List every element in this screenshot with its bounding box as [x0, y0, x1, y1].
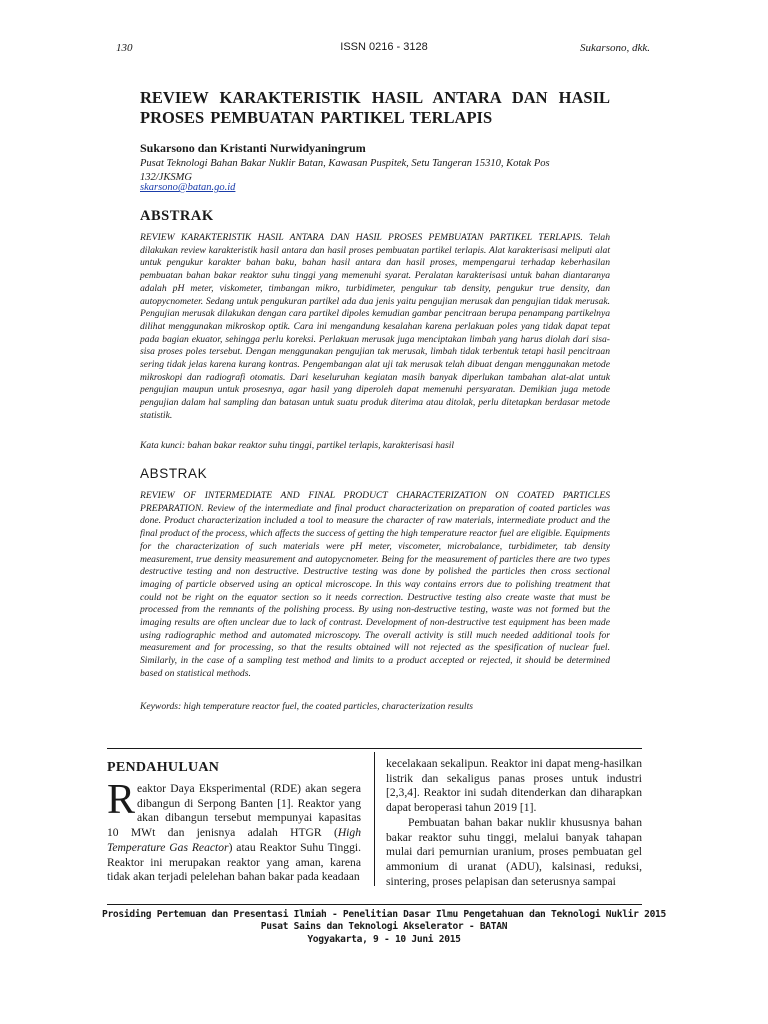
- issn-label: ISSN 0216 - 3128: [340, 41, 428, 53]
- intro-paragraph: kecelakaan sekalipun. Reaktor ini dapat meng-hasilkan listrik dan sekaligus panas proses untuk industri [2,3,4]. Reaktor ini sudah ditenderkan dan diharapkan dapat beroperasi tahun 2019 [1].: [386, 757, 642, 815]
- footer-location-date: Yogyakarta, 9 - 10 Juni 2015: [307, 934, 461, 945]
- author-names: Sukarsono dan Kristanti Nurwidyaningrum: [140, 141, 366, 155]
- abstract-heading-id: ABSTRAK: [140, 208, 214, 224]
- running-author: Sukarsono, dkk.: [580, 42, 650, 54]
- intro-italic-term: High Temperature Gas Reactor: [107, 826, 361, 854]
- intro-heading: PENDAHULUAN: [107, 760, 220, 775]
- column-divider: [374, 752, 375, 886]
- abstract-heading-en: ABSTRAK: [140, 466, 208, 481]
- author-email-link[interactable]: skarsono@batan.go.id: [140, 182, 236, 193]
- abstract-body-id: REVIEW KARAKTERISTIK HASIL ANTARA DAN HASIL PROSES PEMBUATAN PARTIKEL TERLAPIS. Telah dilakukan review karakteristik hasil antara dan hasil proses pembuatan partikel terlapis. Alat karakterisasi meliputi alat untuk pengukur karakter bahan baku, bahan hasil antara dan hasil proses, mempengarui terhadap keberhasilan pembuatan bahan bakar reaktor suhu tinggi yang memenuhi syarat. Peralatan karakterisasi untuk bahan diantaranya adalah pH meter, viskometer, timbangan mikro, turbidimeter, pengukur tab density, pengukur true density, dan autopycnometer. Sedang untuk pengukuran partikel ada dua jenis yaitu pengujian merusak dan pengujian tidak merusak. Pengujian merusak dilakukan dengan cara partikel dipoles kemudian gambar pencitraan berupa penampang partikelnya dilihat menggunakan mikroskop optik. Cara ini mengandung kesalahan karena perlakuan poles yang tidak dapat tepat pada bagian ekuator, sehingga perlu koreksi. Perlakuan merusak juga menciptakan limbah yang harus diolah dari sisa-sisa proses poles tersebut. Dengan menggunakan pengujian tak merusak, limbah tidak terbentuk tetapi hasil pencitraan sering tidak jelas karena kurang kontras. Pengembangan alat uji tak merusak telah dibuat dengan menggunakan metode mikroskopi dan radiografi otomatis. Dari keseluruhan kegiatan masih banyak diperlukan tambahan alat-alat untuk pengujian maupun untuk prosesnya, agar hasil yang diperoleh dapat memenuhi persyaratan. Demikian juga metode pengujian dalam hal sampling dan batasan untuk suatu produk diterima atau ditolak, perlu ditetapkan berdasar metode statistik.: [140, 232, 610, 421]
- keywords-id: Kata kunci: bahan bakar reaktor suhu tinggi, partikel terlapis, karakterisasi hasil: [140, 440, 455, 451]
- footer-organizer: Pusat Sains dan Teknologi Akselerator - BATAN: [260, 921, 508, 932]
- drop-cap: R: [107, 777, 136, 823]
- author-affiliation: Pusat Teknologi Bahan Bakar Nuklir Batan, Kawasan Puspitek, Setu Tangeran 15310, Kotak Pos 132/JKSMG: [140, 158, 550, 183]
- intro-text: eaktor Daya Eksperimental (RDE) akan segera dibangun di Serpong Banten [1]. Reaktor yang akan dibangun tersebut mempunyai kapasitas 10 MWt dan jenisnya adalah HTGR (: [107, 782, 361, 840]
- intro-left-column: [107, 777, 362, 885]
- intro-text-cont: ) atau Reaktor Suhu Tinggi. Reaktor ini merupakan reaktor yang aman, karena tidak akan terjadi pelelehan bahan bakar pada keadaan: [107, 840, 362, 884]
- paper-title: REVIEW KARAKTERISTIK HASIL ANTARA DAN HASIL PROSES PEMBUATAN PARTIKEL TERLAPIS: [140, 88, 610, 127]
- footer-proceedings: Prosiding Pertemuan dan Presentasi Ilmiah - Penelitian Dasar Ilmu Pengetahuan dan Teknologi Nuklir 2015: [101, 909, 667, 920]
- keywords-en: Keywords: high temperature reactor fuel, the coated particles, characterization results: [140, 701, 473, 712]
- intro-paragraph: Pembuatan bahan bakar nuklir khususnya bahan bakar reaktor suhu tinggi, melalui banyak tahapan mulai dari pemurnian uranium, proses pembuatan gel ammonium di uranat (ADU), kalsinasi, reduksi, sintering, proses pelapisan dan seterusnya sampai: [386, 815, 642, 888]
- intro-right-column: [386, 757, 642, 889]
- abstract-body-en: REVIEW OF INTERMEDIATE AND FINAL PRODUCT CHARACTERIZATION ON COATED PARTICLES PREPARATION. Review of the intermediate and final product characterization on preparation of coated particles was done. Product characterization included a tool to measure the character of raw materials, intermediate product and the final product of the process, which affects the success of getting the high temperature reactor fuel are eligible. Equipments for the characterization of such materials were pH meter, viscometer, microbalance, turbidimeter, tab density measurement, true density measurement and autopycnometer. Being for the measurement of particles there are two types destructive testing and non destructive. Destructive testing was done by polished the particles then cross sectional imaging of particle observed using an optical microscope. In this way contains errors due to polishing treatment that could not be right on the equator section so it needs correction. Destructive testing also create waste that must be processed from the remnants of the polishing process. By using non-destructive testing, waste was not formed but the imaging results are often unclear due to lack of contrast. Development of non-destructive test equipment has been made using radiographic method and automated microscopy. The overall activity is still much needed additional tools for measurement and for processing, so that the results obtained will not rejected as the spesification of nuclear fuel. Similarly, in the case of a sampling test method and limits to a product accepted or rejected, it should be determined based on statistical methods.: [140, 490, 610, 679]
- section-divider: [107, 748, 642, 749]
- footer-divider: [107, 904, 642, 905]
- page-number: 130: [116, 42, 133, 54]
